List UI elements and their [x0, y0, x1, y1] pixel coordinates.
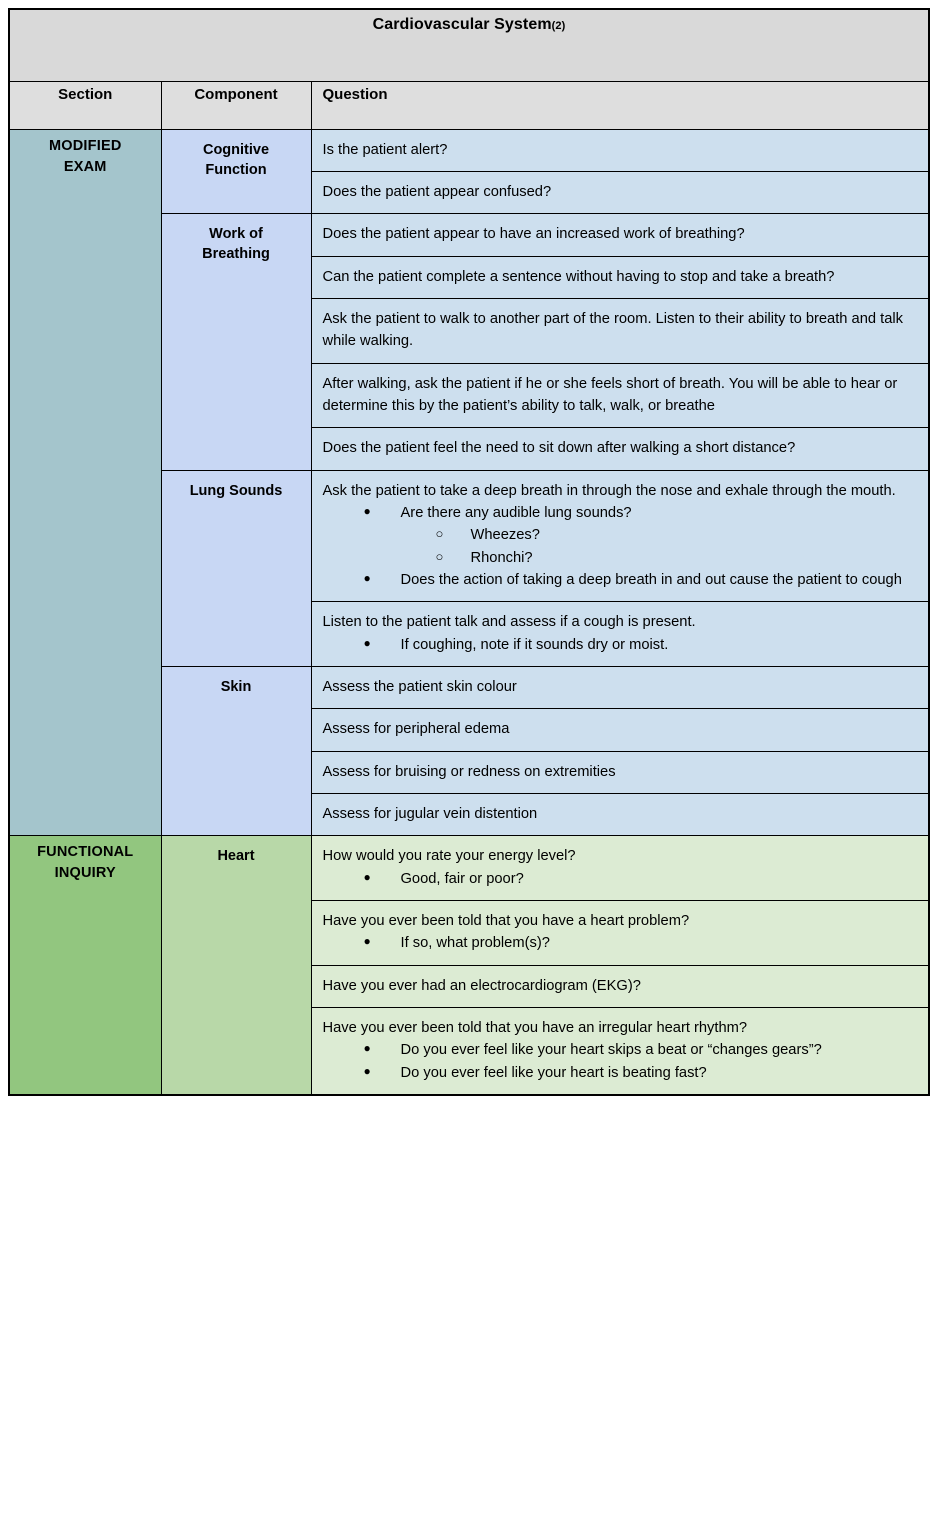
column-header-question: Question — [311, 81, 929, 129]
bullet-text: Does the action of taking a deep breath in and out cause the patient to cough — [400, 571, 902, 588]
question-text: Assess for jugular vein distention — [322, 806, 538, 823]
question-text: Can the patient complete a sentence without having to stop and take a breath? — [322, 268, 835, 285]
question-text: How would you rate your energy level? — [322, 848, 576, 865]
question-cell — [311, 751, 929, 793]
question-cell — [311, 214, 929, 256]
bullet-item — [323, 502, 917, 569]
bullet-text: Do you ever feel like your heart skips a beat or “changes gears”? — [400, 1042, 822, 1059]
question-text: Ask the patient to take a deep breath in through the nose and exhale through the mouth. — [322, 482, 896, 499]
question-bullet-list — [323, 868, 917, 890]
section-label-line2: EXAM — [63, 158, 107, 175]
title-row — [9, 9, 929, 81]
section-cell — [9, 129, 161, 836]
bullet-item — [323, 868, 917, 890]
document-title — [9, 9, 929, 81]
component-label-line1: Work of — [209, 226, 263, 243]
section-label-line1: FUNCTIONAL — [37, 844, 134, 861]
question-bullet-list — [323, 634, 917, 656]
question-cell — [311, 129, 929, 171]
component-label-line1: Cognitive — [202, 141, 270, 158]
component-cell — [161, 836, 311, 1095]
question-bullet-list — [323, 502, 917, 591]
component-label-line1: Skin — [220, 679, 252, 695]
question-text: Assess the patient skin colour — [322, 679, 517, 695]
assessment-table — [8, 8, 930, 1096]
sub-bullet-text: Rhonchi? — [470, 549, 533, 566]
question-text: Ask the patient to walk to another part of the room. Listen to their ability to breath and talk while walking. — [322, 310, 903, 350]
question-text: Does the patient feel the need to sit down after walking a short distance? — [322, 440, 796, 457]
question-cell — [311, 667, 929, 709]
question-cell — [311, 794, 929, 836]
component-label-line2: Function — [205, 161, 267, 178]
bullet-text: Do you ever feel like your heart is beating fast? — [400, 1064, 707, 1081]
filled-bullet-icon: ● — [363, 869, 371, 884]
question-text: Does the patient appear confused? — [322, 183, 552, 200]
table-row — [9, 836, 929, 901]
table-row — [9, 129, 929, 171]
question-cell — [311, 709, 929, 751]
bullet-text: Are there any audible lung sounds? — [400, 504, 632, 521]
component-label-line1: Heart — [217, 848, 255, 865]
title-main-text: Cardiovascular System — [372, 16, 552, 33]
question-text: Have you ever had an electrocardiogram (EKG)? — [322, 977, 641, 994]
question-cell — [311, 965, 929, 1007]
question-bullet-list — [323, 1039, 917, 1084]
bullet-text: Good, fair or poor? — [400, 870, 524, 887]
question-cell — [311, 1008, 929, 1096]
question-cell — [311, 256, 929, 298]
sub-bullet-item — [323, 547, 917, 569]
question-bullet-list — [323, 932, 917, 954]
section-cell — [9, 836, 161, 1095]
section-label-line1: MODIFIED — [49, 137, 122, 154]
question-text: Is the patient alert? — [322, 141, 448, 158]
question-text: Have you ever been told that you have a heart problem? — [322, 913, 690, 930]
hollow-bullet-icon: ○ — [435, 548, 444, 564]
question-cell — [311, 363, 929, 428]
bullet-item — [323, 1062, 917, 1084]
bullet-item — [323, 569, 917, 591]
title-suffix-text: (2) — [551, 20, 566, 32]
bullet-item — [323, 932, 917, 954]
column-header-component: Component — [161, 81, 311, 129]
component-label-line2: Breathing — [202, 246, 270, 263]
question-text: Listen to the patient talk and assess if a cough is present. — [322, 614, 696, 631]
table-body — [9, 9, 929, 1095]
question-cell — [311, 602, 929, 667]
component-cell — [161, 214, 311, 470]
filled-bullet-icon: ● — [363, 1063, 371, 1078]
question-cell — [311, 428, 929, 470]
sub-bullet-text: Wheezes? — [470, 527, 540, 544]
component-cell — [161, 470, 311, 666]
component-cell — [161, 667, 311, 836]
hollow-bullet-icon: ○ — [435, 526, 444, 542]
question-cell — [311, 836, 929, 901]
filled-bullet-icon: ● — [363, 934, 371, 949]
bullet-item — [323, 1039, 917, 1061]
question-text: Assess for bruising or redness on extremities — [322, 763, 616, 780]
filled-bullet-icon: ● — [363, 1041, 371, 1056]
sub-bullet-item — [323, 524, 917, 546]
question-text: After walking, ask the patient if he or she feels short of breath. You will be able to hear or determine this by the patient’s ability to talk, walk, or breathe — [322, 375, 898, 414]
column-header-section: Section — [9, 81, 161, 129]
question-text: Does the patient appear to have an increased work of breathing? — [322, 226, 745, 243]
bullet-item — [323, 634, 917, 656]
question-sub-bullet-list — [323, 524, 917, 569]
question-cell — [311, 901, 929, 966]
question-cell — [311, 298, 929, 363]
component-cell — [161, 129, 311, 214]
bullet-text: If coughing, note if it sounds dry or moist. — [400, 636, 669, 653]
bullet-text: If so, what problem(s)? — [400, 935, 550, 952]
question-text: Assess for peripheral edema — [322, 721, 510, 738]
question-cell — [311, 171, 929, 213]
section-label-line2: INQUIRY — [54, 865, 116, 882]
question-text: Have you ever been told that you have an irregular heart rhythm? — [322, 1020, 748, 1037]
filled-bullet-icon: ● — [363, 503, 371, 518]
component-label-line1: Lung Sounds — [189, 482, 283, 499]
filled-bullet-icon: ● — [363, 570, 371, 585]
column-header-row — [9, 81, 929, 129]
filled-bullet-icon: ● — [363, 635, 371, 650]
question-cell — [311, 470, 929, 602]
